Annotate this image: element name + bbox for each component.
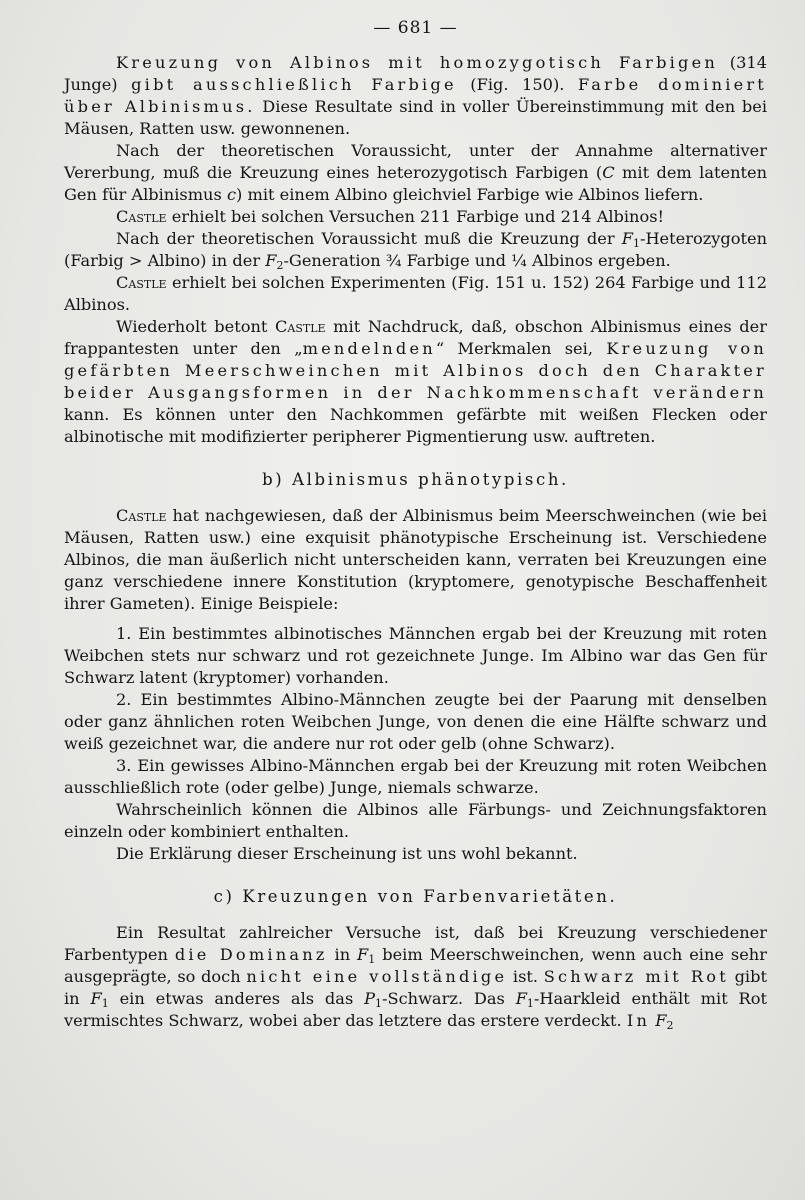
list-item-2: 2. Ein bestimmtes Albino-Männchen zeugte bei der Paarung mit denselben oder ganz ähnlichen roten Weibchen Junge, von denen die eine Hälfte schwarz und weiß gezeichnet war, die andere nur rot oder gelb (ohne Schwarz). — [64, 690, 767, 753]
text-span: ein etwas anderes als das — [108, 989, 365, 1008]
text-span: hat nachgewiesen, daß der Albinismus beim Meerschweinchen (wie bei Mäusen, Ratten usw.) eine exquisit phänotypische Erscheinung ist. Verschiedene Albinos, die man äußerlich nicht unterscheiden kann, verraten bei Kreuzungen eine ganz verschiedene innere Konstitution (kryptomere, genotypische Beschaffenheit ihrer Gameten). Einige Beispiele: — [64, 506, 767, 613]
italic-symbol: C — [602, 163, 615, 182]
text-span: mit Nachdruck, daß, obschon Albinismus eines der frappantesten unter den „ — [64, 317, 767, 358]
spaced-text: In — [626, 1011, 651, 1030]
author-name: Castle — [116, 506, 167, 525]
text-span: (314 Junge) — [64, 53, 767, 94]
subscript: 2 — [276, 259, 284, 272]
author-name: Castle — [116, 207, 167, 226]
subscript: 1 — [101, 997, 109, 1010]
section-heading-c: c) Kreuzungen von Farbenvarietäten. — [213, 887, 618, 906]
list-item-3: 3. Ein gewisses Albino-Männchen ergab bei der Kreuzung mit roten Weibchen ausschließlich rote (oder gelbe) Junge, niemals schwarze. — [64, 756, 767, 797]
paragraph-13 — [64, 922, 767, 1032]
paragraph-7 — [64, 505, 767, 615]
text-span: in — [327, 945, 358, 964]
italic-symbol: F — [357, 945, 369, 964]
subscript: 1 — [375, 997, 383, 1010]
text-span: -Generation ¾ Farbige und ¼ Albinos ergeben. — [283, 251, 671, 270]
subscript: 1 — [526, 997, 534, 1010]
page-number: — 681 — — [373, 18, 458, 38]
subscript: 2 — [666, 1019, 674, 1032]
text-span: erhielt bei solchen Experimenten (Fig. 151 u. 152) 264 Farbige und 112 Albinos. — [64, 273, 767, 314]
text-span: -Haarkleid enthält mit Rot vermischtes Schwarz, wobei aber das letztere das erstere verdeckt. — [64, 989, 768, 1030]
text-span: mit dem latenten Gen für Albinismus — [64, 163, 768, 204]
paragraph-5 — [64, 272, 767, 316]
text-span: “ Merkmalen sei, — [435, 339, 607, 358]
spaced-text: mendelnden — [302, 339, 436, 358]
text-span: (Fig. 150). — [456, 75, 578, 94]
text-span: erhielt bei solchen Versuchen 211 Farbige und 214 Albinos! — [166, 207, 665, 226]
list-item-1: 1. Ein bestimmtes albinotisches Männchen ergab bei der Kreuzung mit roten Weibchen stets nur schwarz und rot gezeichnete Junge. Im Albino war das Gen für Schwarz latent (kryptomer) vorhanden. — [64, 624, 767, 687]
text-span: Diese Resultate sind in voller Übereinstimmung mit den bei Mäusen, Ratten usw. gewonnenen. — [64, 97, 767, 138]
paragraph-3 — [64, 206, 767, 228]
text-span: -Schwarz. Das — [382, 989, 516, 1008]
subscript: 1 — [368, 953, 376, 966]
text-span: Ein Resultat zahlreicher Versuche ist, daß bei Kreuzung verschiedener Farbentypen — [64, 923, 767, 964]
spaced-text: gibt ausschließlich Farbige — [131, 75, 457, 94]
text-span: ) mit einem Albino gleichviel Farbige wie Albinos liefern. — [236, 185, 704, 204]
author-name: Castle — [116, 273, 167, 292]
paragraph-4 — [64, 228, 767, 272]
spaced-text: nicht eine vollständige — [246, 967, 508, 986]
paragraph-12: Die Erklärung dieser Erscheinung ist uns wohl bekannt. — [116, 844, 578, 863]
italic-symbol: P — [364, 989, 376, 1008]
italic-symbol: c — [226, 185, 237, 204]
text-span: Wiederholt betont — [116, 317, 276, 336]
spaced-text: Kreuzung von Albinos mit homozygotisch Farbigen — [116, 53, 719, 72]
paragraph-11: Wahrscheinlich können die Albinos alle Färbungs- und Zeichnungsfaktoren einzeln oder kombiniert enthalten. — [64, 800, 767, 841]
text-span: Nach der theoretischen Voraussicht muß die Kreuzung der — [116, 229, 622, 248]
italic-symbol: F — [621, 229, 633, 248]
text-span: ist. — [507, 967, 544, 986]
italic-symbol: F — [90, 989, 102, 1008]
spaced-text: Schwarz mit Rot — [543, 967, 729, 986]
paragraph-1 — [64, 52, 767, 140]
text-span: kann. Es können unter den Nachkommen gefärbte mit weißen Flecken oder albinotische mit modifizierter peripherer Pigmentierung usw. auftreten. — [64, 405, 767, 446]
paragraph-6 — [64, 316, 767, 448]
spaced-text: Kreuzung von gefärbten Meerschweinchen mit Albinos doch den Charakter beider Ausgangsformen in der Nachkommenschaft verändern — [64, 339, 767, 402]
paragraph-2 — [64, 140, 767, 206]
italic-symbol: F — [655, 1011, 667, 1030]
text-span: Nach der theoretischen Voraussicht, unter der Annahme alternativer Vererbung, muß die Kreuzung eines heterozygotisch Farbigen ( — [64, 141, 767, 182]
italic-symbol: F — [515, 989, 527, 1008]
subscript: 1 — [632, 237, 640, 250]
text-span: -Heterozygoten (Farbig > Albino) in der — [64, 229, 767, 270]
spaced-text: Farbe dominiert über Albinismus. — [64, 75, 767, 116]
italic-symbol: F — [265, 251, 277, 270]
section-heading-b: b) Albinismus phänotypisch. — [262, 470, 569, 489]
text-span: gibt in — [64, 967, 767, 1008]
text-span: beim Meerschweinchen, wenn auch eine sehr ausgeprägte, so doch — [64, 945, 767, 986]
spaced-text: die Dominanz — [174, 945, 328, 964]
author-name: Castle — [275, 317, 326, 336]
